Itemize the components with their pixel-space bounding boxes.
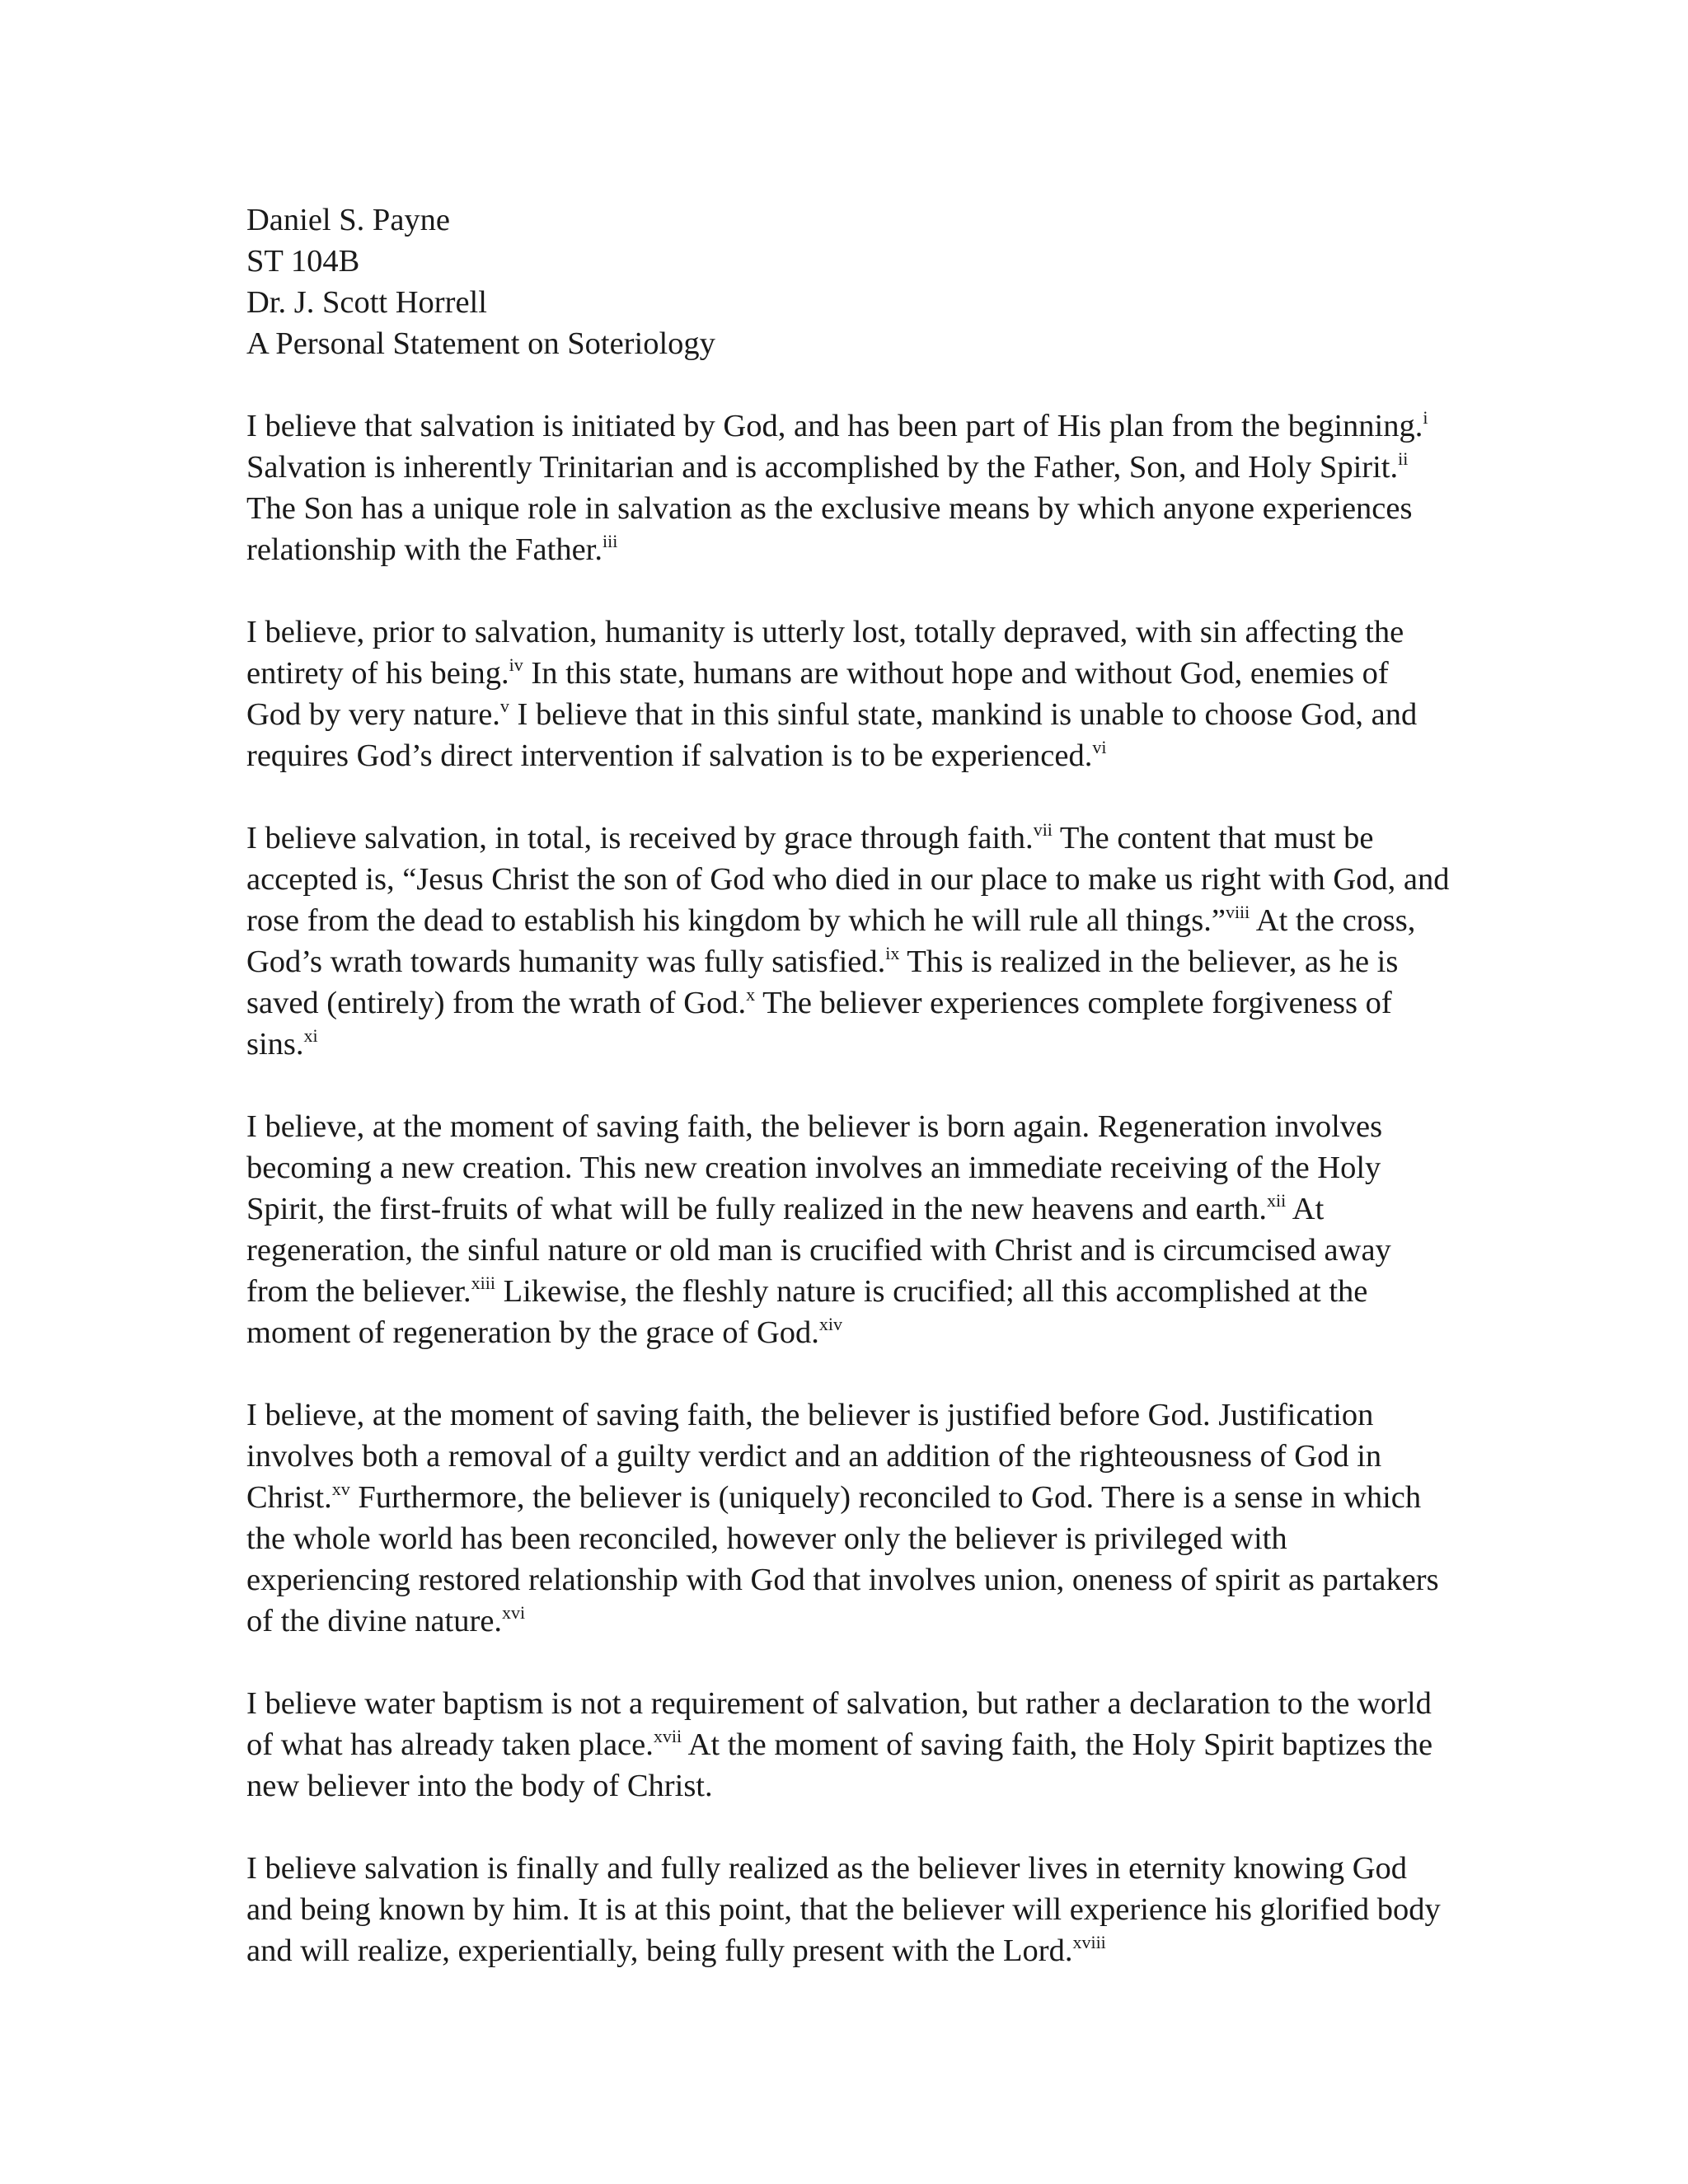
course-code: ST 104B: [246, 244, 360, 279]
body-paragraph: [246, 1683, 1450, 1807]
paragraph-text: The Son has a unique role in salvation as the exclusive means by which anyone experiences relationship with the Father.: [246, 491, 1413, 567]
paragraph-text: I believe, at the moment of saving faith, the believer is justified before God. Justification involves both a removal of a guilty verdict and an addition of the righteousness of God in Christ.: [246, 1398, 1382, 1515]
footnote-marker: iii: [602, 531, 618, 551]
footnote-marker: xii: [1267, 1190, 1287, 1211]
document-title: A Personal Statement on Soteriology: [246, 326, 715, 361]
paragraph-text: I believe, at the moment of saving faith, the believer is born again. Regeneration involves becoming a new creation. This new creation involves an immediate receiving of the Holy Spirit, the first-fruits of what will be fully realized in the new heavens and earth.: [246, 1109, 1383, 1226]
footnote-marker: xiii: [471, 1272, 495, 1293]
professor-name: Dr. J. Scott Horrell: [246, 285, 487, 320]
paragraph-text: Likewise, the fleshly nature is crucified; all this accomplished at the moment of regeneration by the grace of God.: [246, 1274, 1368, 1350]
paragraph-text: At the moment of saving faith, the Holy Spirit baptizes the new believer into the body of Christ.: [246, 1727, 1433, 1803]
paragraph-text: At the cross, God’s wrath towards humanity was fully satisfied.: [246, 903, 1416, 979]
footnote-marker: ix: [885, 943, 900, 963]
paragraph-text: Furthermore, the believer is (uniquely) reconciled to God. There is a sense in which the whole world has been reconciled, however only the believer is privileged with experiencing restored relationship with God that involves union, oneness of spirit as partakers of the divine nature.: [246, 1480, 1439, 1638]
body-paragraph: [246, 1848, 1450, 1971]
footnote-marker: viii: [1225, 902, 1250, 922]
paragraph-text: Salvation is inherently Trinitarian and is accomplished by the Father, Son, and Holy Spirit.: [246, 450, 1399, 485]
document-header: [246, 199, 1450, 364]
body-paragraph: [246, 612, 1450, 776]
body-paragraph: [246, 405, 1450, 570]
paragraph-text: At regeneration, the sinful nature or old man is crucified with Christ and is circumcised away from the believer.: [246, 1192, 1391, 1309]
footnote-marker: ii: [1398, 448, 1409, 469]
paragraph-text: I believe salvation, in total, is received by grace through faith.: [246, 821, 1034, 855]
paragraph-text: I believe salvation is finally and fully realized as the believer lives in eternity knowing God and being known by him. It is at this point, that the believer will experience his glorified body and will realize, experientially, being fully present with the Lord.: [246, 1851, 1441, 1968]
paragraph-text: I believe that salvation is initiated by God, and has been part of His plan from the beginning.: [246, 409, 1423, 443]
footnote-marker: xvi: [502, 1602, 526, 1623]
document-body: [246, 199, 1450, 2013]
footnote-marker: xi: [303, 1025, 318, 1046]
footnote-marker: xv: [331, 1479, 350, 1499]
paragraph-text: I believe water baptism is not a requirement of salvation, but rather a declaration to the world of what has already taken place.: [246, 1686, 1432, 1762]
footnote-marker: iv: [509, 654, 523, 675]
footnote-marker: xiv: [818, 1314, 843, 1334]
footnote-marker: v: [499, 696, 509, 716]
paragraph-text: In this state, humans are without hope and without God, enemies of God by very nature.: [246, 656, 1389, 732]
footnote-marker: xviii: [1072, 1932, 1106, 1952]
footnote-marker: vi: [1092, 737, 1107, 757]
paragraph-text: I believe, prior to salvation, humanity is utterly lost, totally depraved, with sin affecting the entirety of his being.: [246, 615, 1404, 691]
paragraph-text: I believe that in this sinful state, mankind is unable to choose God, and requires God’s direct intervention if salvation is to be experienced.: [246, 697, 1418, 773]
footnote-marker: vii: [1033, 819, 1053, 840]
footnote-marker: i: [1423, 407, 1428, 428]
paragraph-text: The content that must be accepted is, “Jesus Christ the son of God who died in our place to make us right with God, and rose from the dead to establish his kingdom by which he will rule all things.”: [246, 821, 1450, 938]
body-paragraph: [246, 1394, 1450, 1642]
paragraph-list: [246, 405, 1450, 1971]
paragraph-text: This is realized in the believer, as he is saved (entirely) from the wrath of God.: [246, 944, 1399, 1020]
paragraph-text: The believer experiences complete forgiveness of sins.: [246, 986, 1392, 1062]
body-paragraph: [246, 818, 1450, 1065]
author-name: Daniel S. Payne: [246, 203, 450, 237]
body-paragraph: [246, 1106, 1450, 1353]
footnote-marker: x: [746, 984, 756, 1005]
footnote-marker: xvii: [653, 1726, 682, 1746]
